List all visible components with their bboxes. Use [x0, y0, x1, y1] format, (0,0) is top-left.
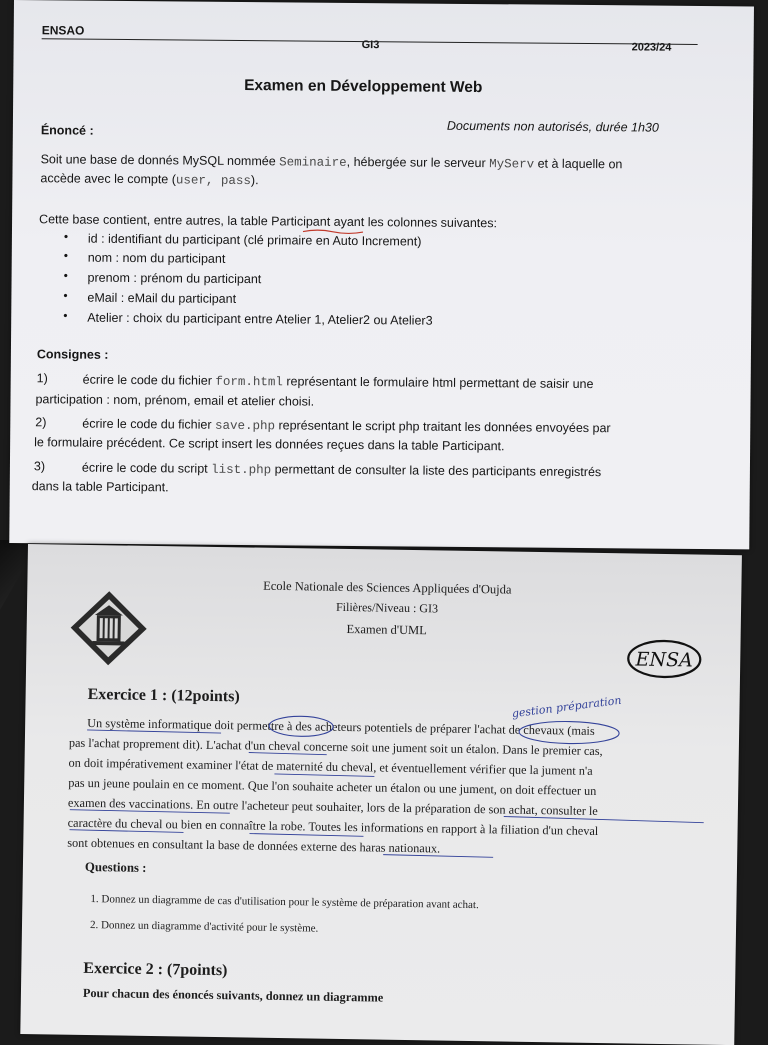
school-label: ENSAO: [41, 23, 85, 38]
table-intro: Cette base contient, entre autres, la table Participant ayant les colonnes suivantes:: [39, 212, 498, 231]
exercise-1-line-6: caractère du cheval ou bien en connaître la robe. Toutes les informations en rapport à la filiation d'un cheval: [67, 815, 599, 838]
svg-text:ENSA: ENSA: [635, 648, 694, 672]
exercise-1-line-2: pas l'achat proprement dit). L'achat d'un cheval concerne soit une jument soit un étalon. Dans le premier cas,: [68, 735, 603, 759]
question-1-line-2: participation : nom, prénom, email et atelier choisi.: [35, 392, 315, 409]
column-item-atelier: Atelier : choix du participant entre Atelier 1, Atelier2 ou Atelier3: [87, 310, 433, 328]
question-2-line-1: écrire le code du fichier save.php représentant le script php traitant les données envoyées par: [82, 416, 611, 436]
column-item-id: id : identifiant du participant (clé primaire en Auto Increment): [87, 231, 422, 249]
filiere-label: Filières/Niveau : GI3: [335, 599, 439, 616]
exercise-1-title: Exercice 1 : (12points): [87, 685, 240, 706]
question-2-line-2: le formulaire précédent. Ce script insert les données reçues dans la table Participant.: [34, 435, 505, 454]
uml-exam-title: Examen d'UML: [346, 622, 427, 638]
year-label: 2023/24: [631, 41, 672, 54]
column-item-prenom: prenom : prénom du participant: [87, 270, 262, 287]
bullet-icon: •: [63, 248, 69, 263]
enonce-heading: Énoncé :: [40, 123, 94, 138]
exercise-1-line-4: pas un jeune poulain en ce moment. Que l'on souhaite acheter un étalon ou une jument, on doit effectuer un: [68, 775, 597, 798]
question-activity: 2. Donnez un diagramme d'activité pour le système.: [89, 919, 319, 935]
consignes-heading: Consignes :: [36, 347, 109, 362]
exercise-1-line-5: examen des vaccinations. En outre l'acheteur peut souhaiter, lors de la préparation de son achat, consulter le: [67, 795, 598, 818]
exercise-2-partial-line: Pour chacun des énoncés suivants, donnez un diagramme: [82, 985, 384, 1005]
column-item-nom: nom : nom du participant: [87, 250, 226, 266]
question-3-line-1: écrire le code du script list.php permettant de consulter la liste des participants enregistrés: [81, 460, 602, 480]
exercise-2-title: Exercice 2 : (7points): [83, 959, 228, 980]
question-3-line-2: dans la table Participant.: [31, 479, 169, 495]
exam-title: Examen en Développement Web: [244, 77, 483, 97]
question-3-number: 3): [33, 459, 46, 474]
question-usecase: 1. Donnez un diagramme de cas d'utilisation pour le système de préparation avant achat.: [90, 893, 479, 912]
question-2-number: 2): [35, 415, 47, 430]
question-1-line-1: écrire le code du fichier form.html représentant le formulaire html permettant de saisir une: [82, 372, 594, 392]
school-name: Ecole Nationale des Sciences Appliquées d'Oujda: [263, 578, 512, 597]
intro-line-2: accède avec le compte (user, pass).: [40, 171, 259, 189]
exercise-1-line-3: on doit impérativement examiner l'état de maternité du cheval, et éventuellement vérifier que la jument n'a: [68, 755, 593, 778]
handwritten-note: gestion préparation: [511, 693, 623, 721]
exercise-1-line-7: sont obtenues en consultant la base de données externe des haras nationaux.: [67, 835, 441, 856]
bullet-icon: •: [63, 288, 68, 303]
exercise-1-line-1: Un système informatique doit permettre à des acheteurs potentiels de préparer l'achat de chevaux (mais: [87, 715, 595, 738]
bullet-icon: •: [63, 268, 68, 283]
bullet-icon: •: [63, 229, 69, 244]
intro-line-1: Soit une base de donnés MySQL nommée Seminaire, hébergée sur le serveur MyServ et à laquelle on: [40, 152, 623, 172]
column-item-email: eMail : eMail du participant: [87, 290, 237, 306]
questions-heading: Questions :: [84, 859, 147, 875]
web-exam-page: [9, 0, 754, 549]
level-label: GI3: [361, 39, 380, 52]
question-1-number: 1): [36, 371, 48, 386]
documents-note: Documents non autorisés, durée 1h30: [446, 118, 659, 135]
uml-exam-page: [20, 544, 742, 1045]
bullet-icon: •: [63, 308, 68, 323]
